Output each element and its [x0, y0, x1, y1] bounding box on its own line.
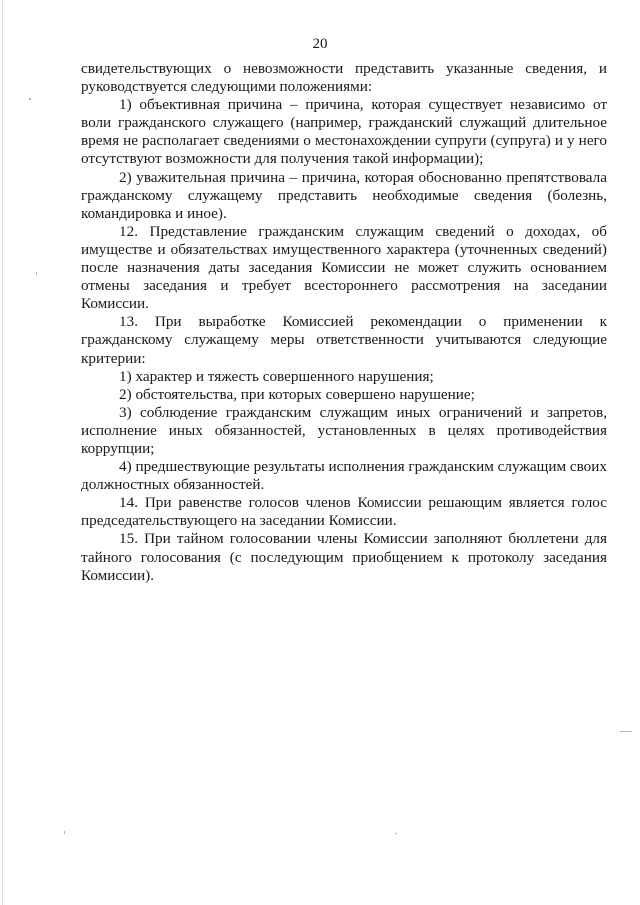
scan-edge-line	[2, 0, 3, 905]
scan-speck	[395, 833, 397, 834]
paragraph-item-12: 12. Представление гражданским служащим сведений о доходах, об имуществе и обязательствах имущественного характера (уточненных сведений) после назначения даты заседания Комиссии не может служить основанием отмены заседания и требует всестороннего рассмотрения на заседании Комиссии.	[81, 222, 607, 313]
paragraph-criterion-4: 4) предшествующие результаты исполнения гражданским служащим своих должностных обязанностей.	[81, 458, 607, 494]
paragraph-criterion-1: 1) характер и тяжесть совершенного нарушения;	[119, 367, 434, 385]
scan-speck	[36, 272, 37, 275]
paragraph-item-15: 15. При тайном голосовании члены Комиссии заполняют бюллетени для тайного голосования (с последующим приобщением к протоколу заседания Комиссии).	[81, 530, 607, 584]
paragraph-item-14: 14. При равенстве голосов членов Комиссии решающим является голос председательствующего на заседании Комиссии.	[81, 494, 607, 530]
scan-speck	[620, 731, 632, 732]
document-body	[81, 60, 607, 585]
paragraph-item-13: 13. При выработке Комиссией рекомендации о применении к гражданскому служащему меры ответственности учитываются следующие критерии:	[81, 313, 607, 367]
page-number: 20	[312, 36, 328, 52]
paragraph-valid-reason: 2) уважительная причина – причина, которая обоснованно препятствовала гражданскому служащему представить необходимые сведения (болезнь, командировка и иное).	[81, 168, 607, 222]
paragraph-objective-reason: 1) объективная причина – причина, которая существует независимо от воли гражданского служащего (например, гражданский служащий длительное время не располагает сведениями о местонахождении супруги (супруга) и у него отсутствуют возможности для получения такой информации);	[81, 96, 607, 168]
paragraph-criterion-2: 2) обстоятельства, при которых совершено нарушение;	[119, 385, 475, 403]
paragraph-continuation: свидетельствующих о невозможности представить указанные сведения, и руководствуется следующими положениями:	[81, 60, 607, 96]
paragraph-criterion-3: 3) соблюдение гражданским служащим иных ограничений и запретов, исполнение иных обязанностей, установленных в целях противодействия коррупции;	[81, 403, 607, 457]
scan-speck	[29, 98, 31, 100]
scan-speck	[64, 831, 65, 834]
